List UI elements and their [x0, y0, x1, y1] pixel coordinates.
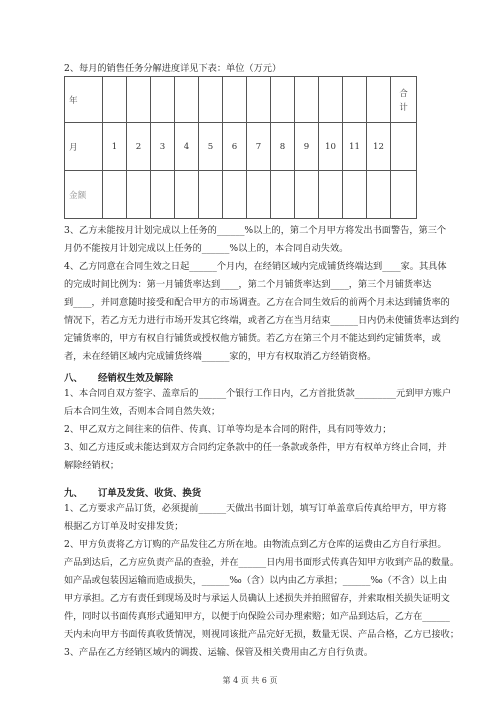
- month-cell: 4: [175, 123, 199, 171]
- text-line: 2、甲方负责将乙方订购的产品发往乙方所在地。由物流点到乙方仓库的运费由乙方自行承担。: [64, 539, 447, 550]
- table-cell: [343, 171, 367, 219]
- table-cell: [127, 171, 151, 219]
- text-line: 天内未向甲方书面传真收货情况，则视同该批产品完好无损，数量无误、产品合格，乙方已接收；: [64, 629, 460, 640]
- text-line: 1、乙方要求产品订货，必须提前______天做出书面计划，填写订单盖章后传真给甲方，甲方将: [64, 503, 447, 514]
- month-cell: 3: [151, 123, 175, 171]
- table-cell: [247, 171, 271, 219]
- table-cell: [127, 77, 151, 123]
- table-cell: [271, 77, 295, 123]
- text-line: 3、乙方未能按月计划完成以上任务的______%以上的，第二个月甲方将发出书面警告，第三个: [64, 225, 447, 236]
- table-row-month: [65, 123, 417, 171]
- text-line: 2、甲乙双方之间往来的信件、传真、订单等均是本合同的附件，具有同等效力；: [64, 424, 392, 435]
- table-cell: [319, 77, 343, 123]
- month-cell: 2: [127, 123, 151, 171]
- text-line: 的完成时间比例为：第一月铺货率达到____，第二个月铺货率达到____，第三个月铺货率达: [64, 279, 432, 290]
- intro-line: 2、每月的销售任务分解进度详见下表：单位（万元）: [64, 63, 282, 74]
- table-cell: [151, 171, 175, 219]
- section-title: 经销权生效及解除: [98, 373, 174, 384]
- table-cell: [367, 77, 391, 123]
- year-label-cell: 年: [65, 77, 103, 123]
- text-line: 3、如乙方违反或未能达到双方合同约定条款中的任一条款或条件，甲方有权单方终止合同，并: [64, 442, 447, 453]
- table-row-amount: [65, 171, 417, 219]
- table-cell: [223, 77, 247, 123]
- table-cell: [343, 77, 367, 123]
- text-line: 甲方承担。乙方有责任到现场及时与承运人员确认上述损失并拍照留存，并索取相关损失证明文: [64, 593, 450, 604]
- text-line: 1、本合同自双方签字、盖章后的______个银行工作日内，乙方首批货款_________元到甲方账户: [64, 388, 452, 399]
- month-cell: 5: [199, 123, 223, 171]
- table-cell: [295, 77, 319, 123]
- text-line: 情况下，若乙方无力进行市场开发其它终端，或者乙方在当月结束______日内仍未使铺货率达到约: [64, 315, 460, 326]
- clause-4-paragraph: [64, 258, 460, 366]
- table-cell: [175, 171, 199, 219]
- section-number: 八、: [64, 373, 83, 384]
- text-line: 月仍不能按月计划完成以上任务的______%以上的，本合同自动失效。: [64, 243, 349, 254]
- text-line: 解除经销权；: [64, 460, 120, 471]
- monthly-sales-table: [64, 76, 417, 219]
- table-cell: [247, 77, 271, 123]
- section-9-body: [64, 500, 460, 662]
- text-line: 根据乙方订单及时安排发货；: [64, 521, 184, 532]
- month-cell: 8: [271, 123, 295, 171]
- text-line: 后本合同生效，否则本合同自然失效；: [64, 406, 221, 417]
- month-cell: 12: [367, 123, 391, 171]
- amount-label-cell: 金额: [65, 171, 103, 219]
- total-header-cell: [391, 77, 417, 123]
- section-title: 订单及发货、收货、换货: [98, 488, 202, 499]
- table-cell: [271, 171, 295, 219]
- table-cell: [391, 123, 417, 171]
- text-line: 件，同时以书面传真形式通知甲方，以便于向保险公司办理索赔；如产品到达后，乙方在______: [64, 611, 450, 622]
- month-label-cell: 月: [65, 123, 103, 171]
- section-8-body: [64, 385, 452, 475]
- total-char: 计: [399, 101, 408, 112]
- month-cell: 6: [223, 123, 247, 171]
- total-char: 合: [399, 87, 408, 98]
- text-line: 产品到达后，乙方应负责产品的查验，并在______日内用书面形式传真告知甲方收到产品的数量。: [64, 557, 460, 568]
- table-cell: [367, 171, 391, 219]
- table-cell: [103, 77, 127, 123]
- month-cell: 11: [343, 123, 367, 171]
- section-8-heading: [64, 370, 173, 384]
- text-line: 如产品或包装因运输而造成损失，______‰（含）以内由乙方承担；______‰（不含）以上由: [64, 575, 447, 586]
- month-cell: 9: [295, 123, 319, 171]
- table-row-year: [65, 77, 417, 123]
- table-cell: [319, 171, 343, 219]
- section-number: 九、: [64, 488, 83, 499]
- month-cell: 1: [103, 123, 127, 171]
- text-line: 者，未在经销区域内完成铺货终端______家的，甲方有权取消乙方经销资格。: [64, 351, 377, 362]
- month-cell: 7: [247, 123, 271, 171]
- text-line: 3、产品在乙方经销区域内的调拨、运输、保管及相关费用由乙方自行负责。: [64, 647, 374, 658]
- table-cell: [175, 77, 199, 123]
- table-cell: [223, 171, 247, 219]
- clause-3-paragraph: [64, 222, 447, 258]
- table-cell: [103, 171, 127, 219]
- table-cell: [295, 171, 319, 219]
- section-9-heading: [64, 485, 201, 499]
- text-line: 定铺货率的，甲方有权自行铺货或授权他方铺货。若乙方在第三个月不能达到约定铺货率，或: [64, 333, 441, 344]
- page-footer: 第 4 页 共 6 页: [222, 676, 278, 685]
- table-cell: [391, 171, 417, 219]
- text-line: 到____，并同意随时接受和配合甲方的市场调查。乙方在合同生效后的前两个月未达到铺货率的: [64, 297, 450, 308]
- table-cell: [199, 77, 223, 123]
- text-line: 4、乙方同意在合同生效之日起______个月内，在经销区域内完成铺货终端达到____家。其具体: [64, 261, 447, 272]
- table-cell: [199, 171, 223, 219]
- table-cell: [151, 77, 175, 123]
- month-cell: 10: [319, 123, 343, 171]
